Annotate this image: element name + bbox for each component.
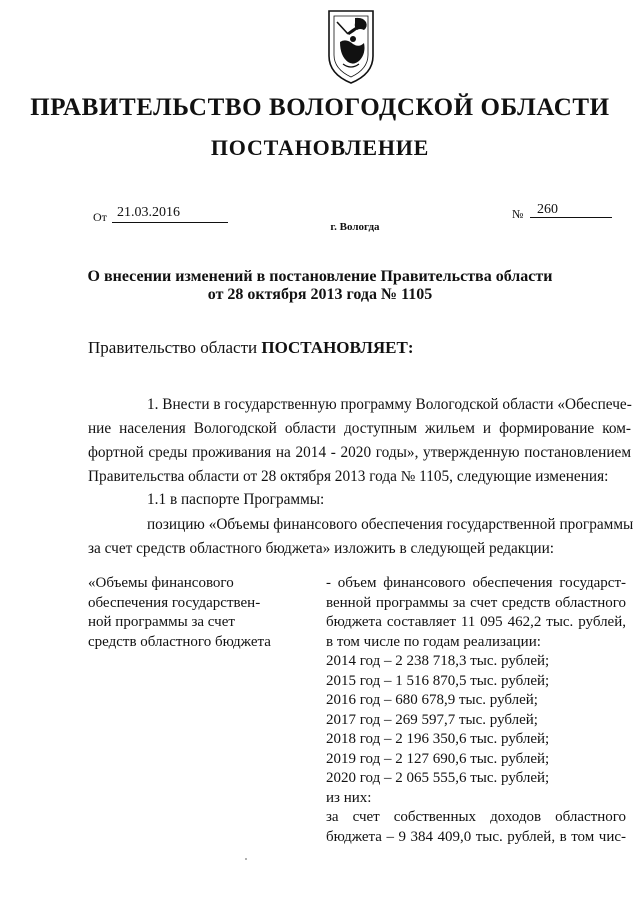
year-2019-line: 2019 год – 2 127 690,6 тыс. рублей; xyxy=(326,750,550,767)
subject-line-2: от 28 октября 2013 года № 1105 xyxy=(207,286,433,303)
position-paragraph xyxy=(88,513,634,561)
item-1-line-2: ние населения Вологодской области доступным жильем и формирование ком- xyxy=(88,420,631,437)
organization-title: ПРАВИТЕЛЬСТВО ВОЛОГОДСКОЙ ОБЛАСТИ xyxy=(30,94,610,121)
year-2017-line: 2017 год – 269 597,7 тыс. рублей; xyxy=(326,711,538,728)
item-1-paragraph xyxy=(88,393,631,489)
decrees-line xyxy=(88,338,414,358)
left-line-1: «Объемы финансового xyxy=(88,575,234,591)
document-subject xyxy=(60,268,580,304)
number-underline xyxy=(530,217,612,218)
item-1-line-3: фортной среды проживания на 2014 - 2020 годы», утвержденную постановлением xyxy=(88,444,631,461)
right-line-4: в том числе по годам реализации: xyxy=(326,633,541,650)
number-label: № xyxy=(512,207,524,221)
item-1-line-4: Правительства области от 28 октября 2013 года № 1105, следующие изменения: xyxy=(88,468,609,485)
vologda-coat-of-arms-icon xyxy=(326,8,376,86)
left-line-4: средств областного бюджета xyxy=(88,633,271,650)
subject-line-1: О внесении изменений в постановление Правительства области xyxy=(87,268,553,285)
right-line-3: бюджета составляет 11 095 462,2 тыс. рублей, xyxy=(326,614,626,630)
item-1-1-heading: 1.1 в паспорте Программы: xyxy=(147,491,325,508)
date-label: От xyxy=(93,210,107,224)
year-2015-line: 2015 год – 1 516 870,5 тыс. рублей; xyxy=(326,672,550,689)
left-line-2: обеспечения государствен- xyxy=(88,594,261,611)
item-1-line-1: 1. Внести в государственную программу Вологодской области «Обеспече- xyxy=(147,396,632,413)
year-2018-line: 2018 год – 2 196 350,6 тыс. рублей; xyxy=(326,731,550,747)
table-right-column xyxy=(326,574,626,847)
own-revenue-line-1: за счет собственных доходов областного xyxy=(326,809,626,825)
year-2016-line: 2016 год – 680 678,9 тыс. рублей; xyxy=(326,692,538,708)
decrees-prefix: Правительство области xyxy=(88,338,262,357)
document-date: 21.03.2016 xyxy=(117,205,180,220)
date-underline xyxy=(112,222,228,223)
of-them-line: из них: xyxy=(326,789,372,806)
position-line-2: за счет средств областного бюджета» изложить в следующей редакции: xyxy=(88,540,555,557)
right-line-1: - объем финансового обеспечения государст- xyxy=(326,575,626,591)
document-number: 260 xyxy=(537,202,558,217)
decrees-keyword: ПОСТАНОВЛЯЕТ: xyxy=(261,338,414,357)
scan-speck xyxy=(245,858,247,860)
right-line-2: венной программы за счет средств областного xyxy=(326,594,626,611)
table-left-column xyxy=(88,574,288,652)
year-2014-line: 2014 год – 2 238 718,3 тыс. рублей; xyxy=(326,653,550,669)
city-label: г. Вологда xyxy=(330,221,380,233)
own-revenue-line-2: бюджета – 9 384 409,0 тыс. рублей, в том чис- xyxy=(326,828,626,845)
document-type-title: ПОСТАНОВЛЕНИЕ xyxy=(210,135,430,160)
year-2020-line: 2020 год – 2 065 555,6 тыс. рублей; xyxy=(326,770,550,786)
position-line-1: позицию «Объемы финансового обеспечения государственной программы xyxy=(147,516,634,533)
left-line-3: ной программы за счет xyxy=(88,614,235,630)
